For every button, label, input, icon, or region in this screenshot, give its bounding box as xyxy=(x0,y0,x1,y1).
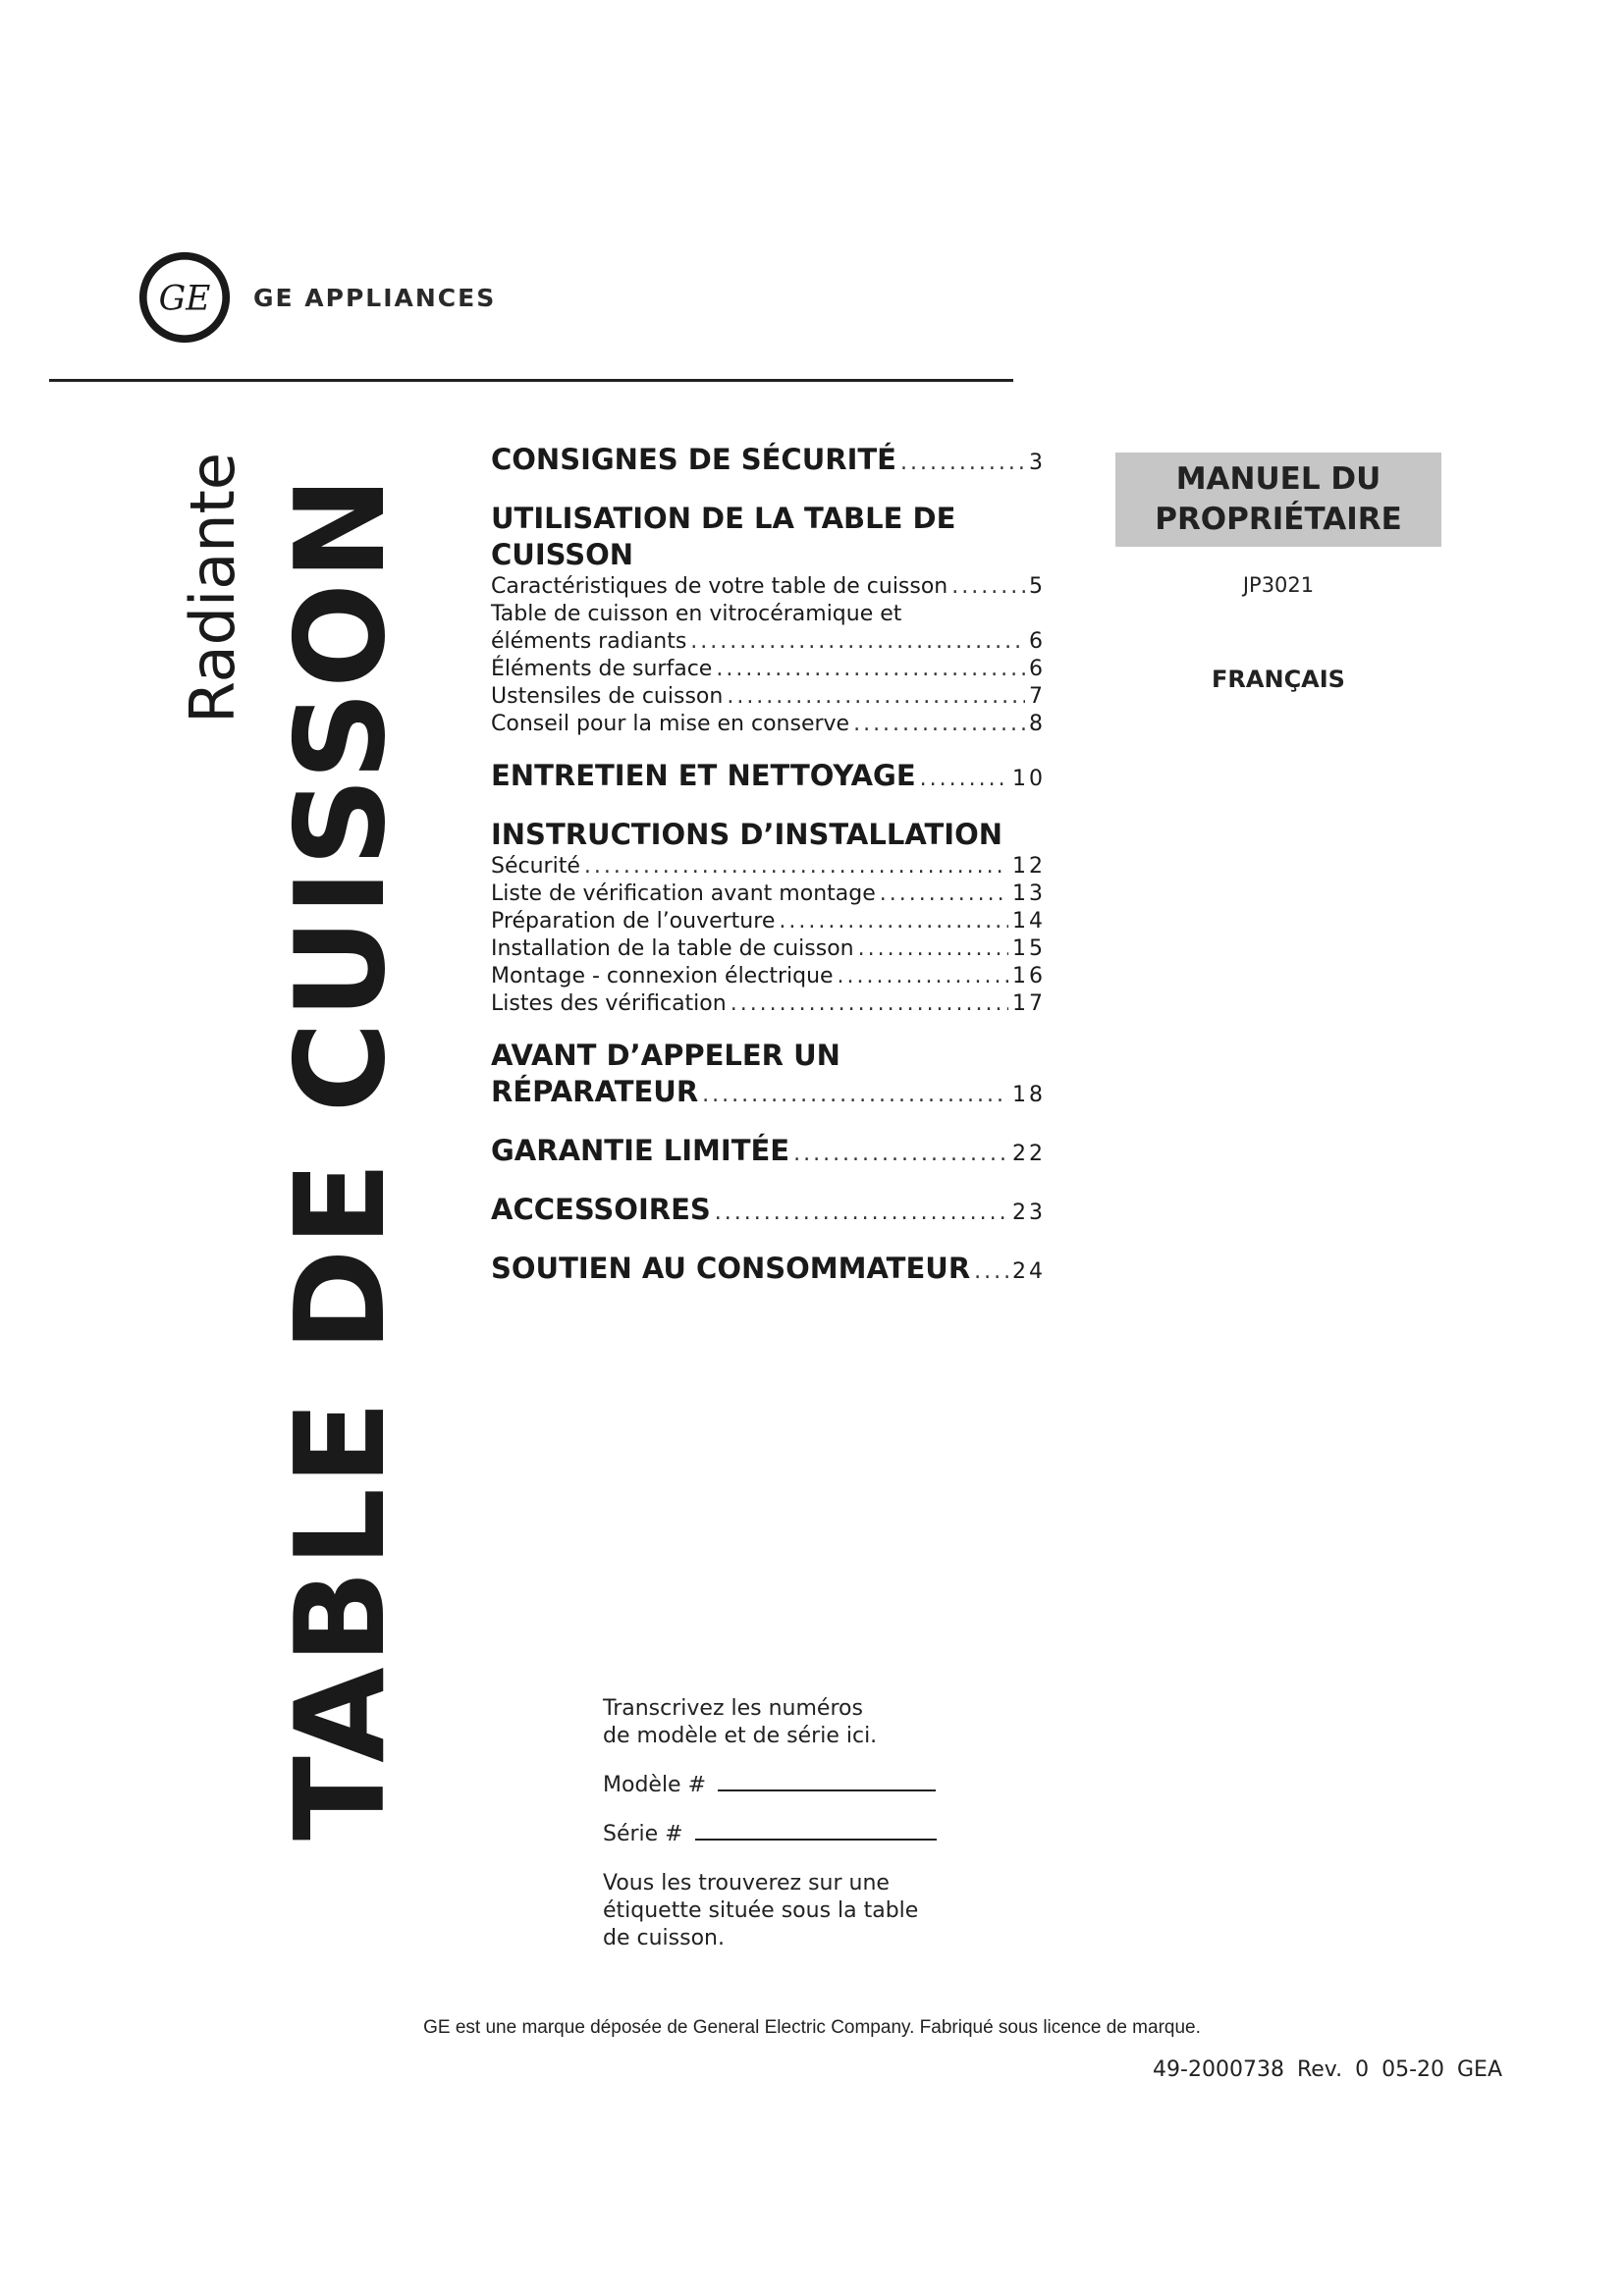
toc-item xyxy=(491,935,1046,963)
toc-leader-dots xyxy=(853,711,1025,738)
toc-item-text: Installation de la table de cuisson xyxy=(491,936,854,961)
toc-section-installation xyxy=(491,817,1046,1018)
toc-item-text: Montage - connexion électrique xyxy=(491,964,834,988)
cover-title: TABLE DE CUISSON xyxy=(268,473,412,1841)
toc-section-title: GARANTIE LIMITÉE xyxy=(491,1134,790,1167)
toc-page-number: 18 xyxy=(1012,1083,1046,1107)
toc-page-number: 13 xyxy=(1012,881,1046,906)
toc-section-warranty xyxy=(491,1133,1046,1172)
record-note-line: de cuisson. xyxy=(603,1926,725,1950)
toc-section-title-line: CUISSON xyxy=(491,538,634,571)
toc-page-number: 7 xyxy=(1029,684,1046,709)
toc-item xyxy=(491,963,1046,990)
toc-leader-dots xyxy=(920,761,1008,797)
brand-name: GE APPLIANCES xyxy=(253,284,497,312)
toc-section-title-line: RÉPARATEUR xyxy=(491,1075,699,1108)
toc-leader-dots xyxy=(584,853,1008,881)
toc-item xyxy=(491,881,1046,908)
document-number: 49-2000738 Rev. 0 05-20 GEA xyxy=(1153,2057,1502,2082)
table-of-contents xyxy=(491,442,1046,1309)
toc-section-title: SOUTIEN AU CONSOMMATEUR xyxy=(491,1252,971,1285)
language-label: FRANÇAIS xyxy=(1212,666,1345,693)
record-numbers-block xyxy=(603,1695,1035,1974)
owner-manual-line: PROPRIÉTAIRE xyxy=(1155,502,1402,537)
toc-leader-dots xyxy=(715,1195,1008,1231)
toc-item-text: Sécurité xyxy=(491,854,580,879)
toc-item xyxy=(491,683,1046,711)
toc-item-text: éléments radiants xyxy=(491,629,687,654)
toc-section-title: CONSIGNES DE SÉCURITÉ xyxy=(491,443,896,476)
toc-page-number: 3 xyxy=(1029,451,1046,475)
toc-item-text: Liste de vérification avant montage xyxy=(491,881,876,906)
toc-item xyxy=(491,656,1046,683)
toc-section-troubleshooting xyxy=(491,1038,1046,1113)
toc-page-number: 5 xyxy=(1029,574,1046,599)
toc-page-number: 12 xyxy=(1012,854,1046,879)
model-field-label: Modèle # xyxy=(603,1773,707,1797)
toc-page-number: 8 xyxy=(1029,712,1046,736)
toc-item xyxy=(491,853,1046,881)
toc-section-support xyxy=(491,1251,1046,1290)
cover-subtitle: Radiante xyxy=(177,453,248,724)
toc-section-safety xyxy=(491,442,1046,481)
toc-section-title xyxy=(491,1038,1046,1113)
toc-item-text: Caractéristiques de votre table de cuisson xyxy=(491,574,948,599)
toc-page-number: 24 xyxy=(1012,1259,1046,1284)
toc-leader-dots xyxy=(951,573,1025,601)
header-divider xyxy=(49,379,1013,382)
toc-leader-dots xyxy=(974,1254,1008,1290)
toc-item-text: Préparation de l’ouverture xyxy=(491,909,776,934)
ge-logo-text: GE xyxy=(158,279,211,319)
toc-leader-dots xyxy=(880,881,1008,908)
record-note-line: étiquette située sous la table xyxy=(603,1898,919,1923)
toc-section-title: ENTRETIEN ET NETTOYAGE xyxy=(491,759,916,792)
toc-section-usage xyxy=(491,501,1046,738)
toc-leader-dots xyxy=(727,683,1025,711)
toc-page-number: 22 xyxy=(1012,1142,1046,1166)
toc-item xyxy=(491,601,1046,656)
serial-field-label: Série # xyxy=(603,1822,683,1846)
toc-section-title-line: AVANT D’APPELER UN xyxy=(491,1039,840,1072)
toc-page-number: 6 xyxy=(1029,629,1046,654)
toc-item-text: Table de cuisson en vitrocéramique et xyxy=(491,602,902,626)
toc-section-title xyxy=(491,501,1046,573)
record-intro-line: Transcrivez les numéros xyxy=(603,1696,863,1721)
toc-item-text: Ustensiles de cuisson xyxy=(491,684,724,709)
serial-field xyxy=(603,1821,1035,1848)
toc-leader-dots xyxy=(690,628,1025,656)
toc-leader-dots xyxy=(702,1077,1008,1113)
toc-item xyxy=(491,908,1046,935)
toc-item xyxy=(491,990,1046,1018)
record-note-line: Vous les trouverez sur une xyxy=(603,1871,890,1896)
toc-item xyxy=(491,711,1046,738)
toc-item-text: Conseil pour la mise en conserve xyxy=(491,712,850,736)
model-field-line xyxy=(718,1789,936,1791)
legal-notice: GE est une marque déposée de General Electric Company. Fabriqué sous licence de marque. xyxy=(423,2017,1201,2038)
toc-page-number: 23 xyxy=(1012,1201,1046,1225)
toc-section-title-line: UTILISATION DE LA TABLE DE xyxy=(491,502,956,535)
toc-item-text: Éléments de surface xyxy=(491,657,713,681)
owner-manual-line: MANUEL DU xyxy=(1175,461,1381,497)
model-field xyxy=(603,1772,1035,1799)
toc-leader-dots xyxy=(838,963,1008,990)
record-intro xyxy=(603,1695,1035,1750)
record-intro-line: de modèle et de série ici. xyxy=(603,1724,878,1748)
toc-item-text: Listes des vérification xyxy=(491,991,727,1016)
toc-leader-dots xyxy=(858,935,1008,963)
toc-leader-dots xyxy=(731,990,1008,1018)
toc-leader-dots xyxy=(779,908,1008,935)
model-number: JP3021 xyxy=(1242,573,1315,597)
toc-section-accessories xyxy=(491,1192,1046,1231)
toc-section-title: ACCESSOIRES xyxy=(491,1193,711,1226)
serial-field-line xyxy=(695,1839,937,1841)
toc-page-number: 15 xyxy=(1012,936,1046,961)
toc-leader-dots xyxy=(900,445,1025,481)
toc-leader-dots xyxy=(793,1136,1008,1172)
toc-page-number: 14 xyxy=(1012,909,1046,934)
toc-leader-dots xyxy=(716,656,1025,683)
cover-title-block xyxy=(177,447,412,1841)
owner-manual-badge xyxy=(1115,453,1441,547)
toc-item xyxy=(491,573,1046,601)
ge-logo xyxy=(137,250,232,345)
toc-page-number: 6 xyxy=(1029,657,1046,681)
toc-page-number: 10 xyxy=(1012,767,1046,791)
toc-page-number: 16 xyxy=(1012,964,1046,988)
toc-section-title: INSTRUCTIONS D’INSTALLATION xyxy=(491,818,1003,851)
toc-section-maintenance xyxy=(491,758,1046,797)
toc-page-number: 17 xyxy=(1012,991,1046,1016)
record-note xyxy=(603,1870,1035,1952)
